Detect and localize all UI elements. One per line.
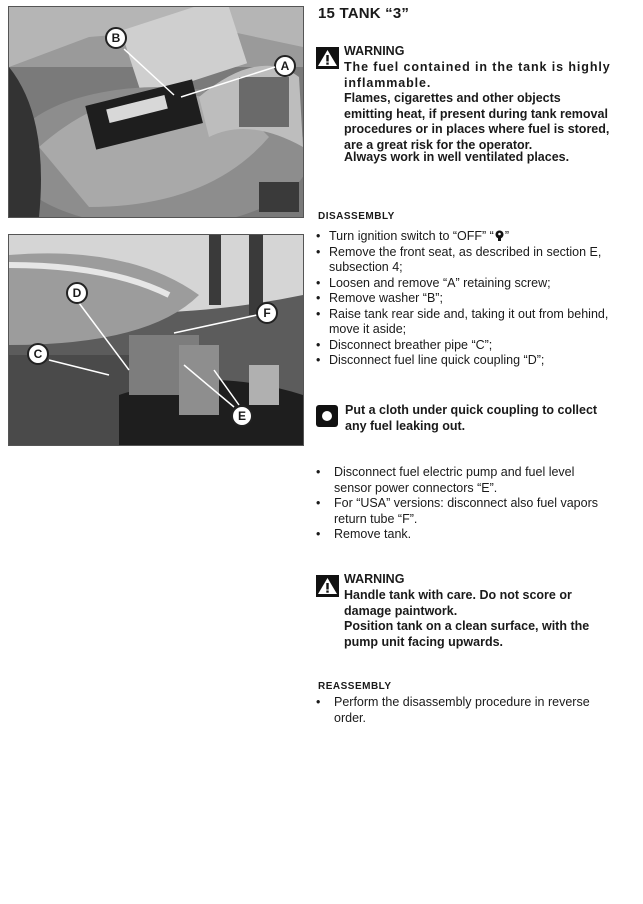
callout-f: F [256, 302, 278, 324]
list-item: • For “USA” versions: disconnect also fuel vapors return tube “F”. [316, 496, 612, 527]
warning-text-2: Flames, cigarettes and other objects emitting heat, if present during tank removal procedures or in places where fuel is stored, are a great risk for the operator. [344, 91, 610, 152]
list-item [316, 229, 612, 245]
list-item: • Disconnect breather pipe “C”; [316, 338, 612, 354]
section-title-disassembly: DISASSEMBLY [318, 211, 395, 222]
warning-text-1: Handle tank with care. Do not score or damage paintwork. [344, 588, 572, 618]
callout-e: E [231, 405, 253, 427]
photo-tank-top [8, 6, 304, 218]
step-text: Turn ignition switch to “OFF” “ [329, 229, 494, 243]
list-item: • Raise tank rear side and, taking it out from behind, move it aside; [316, 307, 612, 338]
leader-lines-top [9, 7, 303, 217]
list-item: • Remove washer “B”; [316, 291, 612, 307]
list-item: • Remove the front seat, as described in section E, subsection 4; [316, 245, 612, 276]
note-icon [316, 405, 338, 427]
callout-d: D [66, 282, 88, 304]
warning-title: WARNING [344, 44, 405, 58]
leader-lines-bottom [9, 235, 303, 445]
list-item: • Disconnect fuel electric pump and fuel level sensor power connectors “E”. [316, 465, 612, 496]
warning-icon [316, 575, 339, 597]
callout-b: B [105, 27, 127, 49]
warning-text-3: Always work in well ventilated places. [344, 150, 570, 164]
list-item: • Remove tank. [316, 527, 612, 543]
warning-icon [316, 47, 339, 69]
page-title: 15 TANK “3” [318, 5, 410, 22]
warning-text-1: The fuel contained in the tank is highly inflammable. [344, 60, 611, 90]
ignition-key-icon [494, 230, 505, 241]
section-title-reassembly: REASSEMBLY [318, 681, 392, 692]
photo-tank-connections [8, 234, 304, 446]
list-item: • Perform the disassembly procedure in reverse order. [316, 695, 612, 726]
warning-text-2: Position tank on a clean surface, with the pump unit facing upwards. [344, 619, 590, 649]
list-item: • Loosen and remove “A” retaining screw; [316, 276, 612, 292]
disassembly-list [316, 229, 612, 369]
list-item: • Disconnect fuel line quick coupling “D”; [316, 353, 612, 369]
reassembly-list [316, 695, 612, 726]
note-text: Put a cloth under quick coupling to collect any fuel leaking out. [345, 403, 598, 433]
callout-a: A [274, 55, 296, 77]
step-text: ” [504, 229, 510, 243]
disassembly-list-continued [316, 465, 612, 543]
callout-c: C [27, 343, 49, 365]
warning-title: WARNING [344, 572, 405, 586]
